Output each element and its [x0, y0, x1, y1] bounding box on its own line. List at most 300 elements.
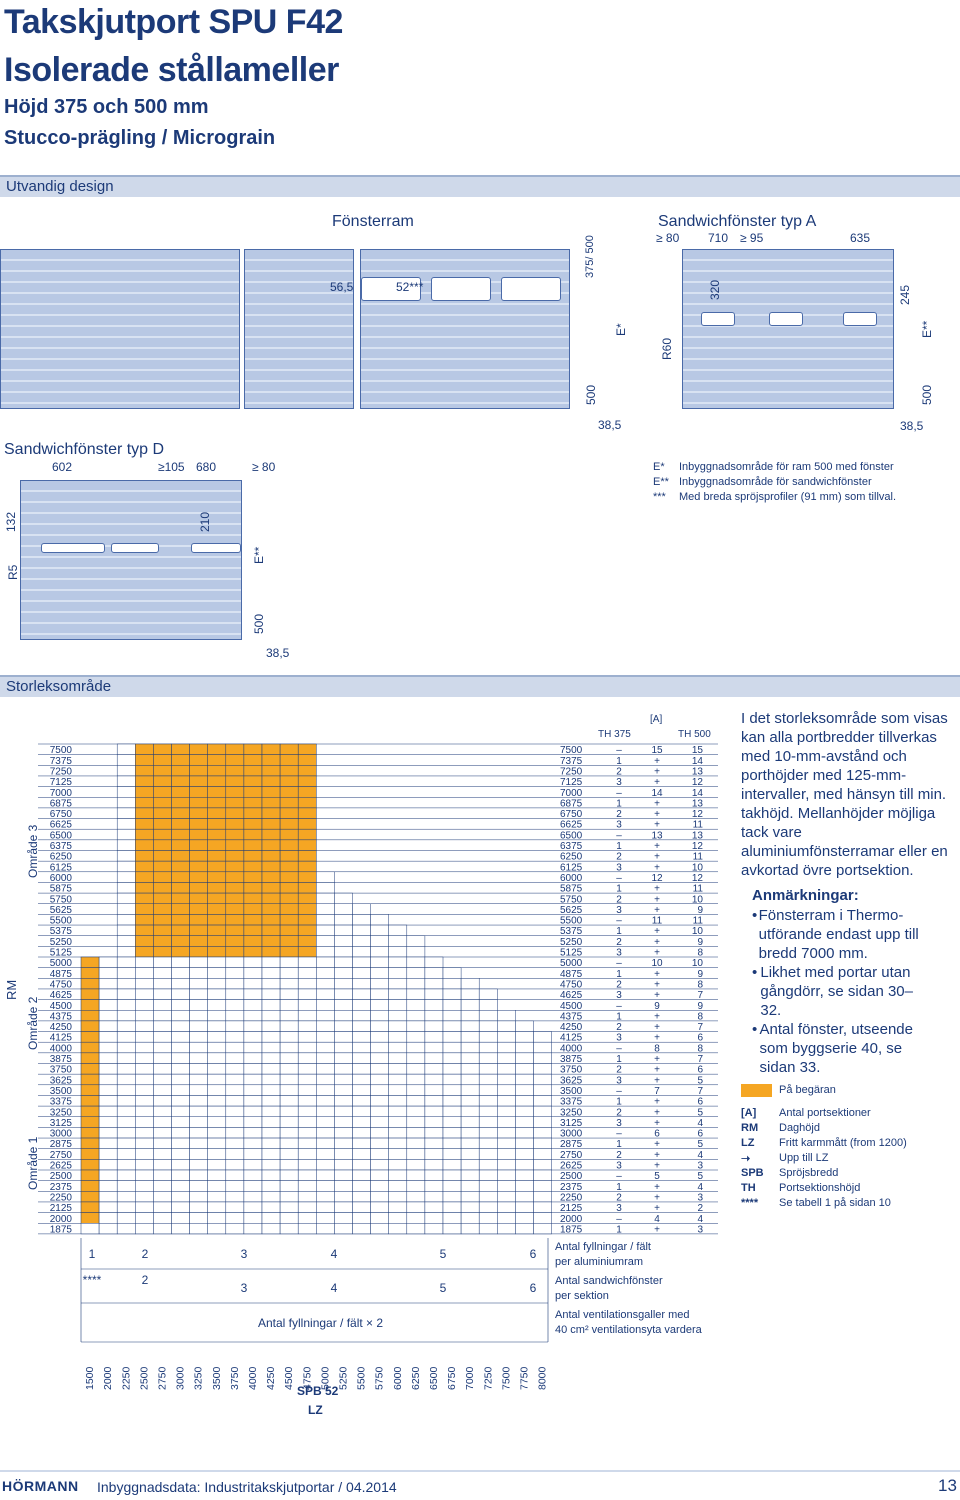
section-count-500: 5 [697, 1171, 703, 1183]
height-label-left: 3875 [49, 1054, 72, 1065]
section-count-375: 1 [616, 883, 622, 895]
cell-available [371, 1213, 389, 1224]
cell-available [479, 1000, 497, 1011]
cell-available [262, 1223, 280, 1234]
cell-available [117, 829, 135, 840]
legend-swatch [741, 1084, 772, 1097]
cell-available [226, 1010, 244, 1021]
cell-available [153, 1053, 171, 1064]
cell-available [353, 1064, 371, 1075]
cell-available [371, 1074, 389, 1085]
section-plus: + [654, 1117, 660, 1129]
cell-available [172, 1042, 190, 1053]
cell-available [407, 1223, 425, 1234]
cell-available [244, 1202, 262, 1213]
cell-available [208, 1106, 226, 1117]
cell-on-request [298, 914, 316, 925]
cell-on-request [153, 744, 171, 755]
cell-available [153, 1085, 171, 1096]
cell-available [298, 1085, 316, 1096]
cell-available [117, 851, 135, 862]
height-label-right: 4250 [560, 1022, 583, 1034]
cell-available [172, 1032, 190, 1043]
height-label-right: 3375 [560, 1096, 583, 1108]
cell-available [443, 1191, 461, 1202]
cell-on-request [190, 851, 208, 862]
cell-available [425, 1085, 443, 1096]
cell-available [515, 1085, 533, 1096]
cell-available [208, 1138, 226, 1149]
cell-on-request [172, 776, 190, 787]
cell-available [117, 968, 135, 979]
cell-available [226, 1064, 244, 1075]
width-label: 4000 [246, 1366, 259, 1390]
cell-available [461, 1053, 479, 1064]
cell-available [389, 1181, 407, 1192]
width-label: 3250 [192, 1366, 205, 1390]
cell-available [190, 1042, 208, 1053]
height-label-right: 4500 [560, 1000, 583, 1012]
cell-available [425, 1053, 443, 1064]
section-count-375: 3 [616, 819, 622, 831]
cell-available [353, 936, 371, 947]
footnotes: E* Inbyggnadsområde för ram 500 med fönster E** Inbyggnadsområde för sandwichfönster *** Med breda spröjsprofiler (91 mm) som tillval. [653, 461, 897, 503]
cell-available [117, 1010, 135, 1021]
cell-available [407, 1138, 425, 1149]
height-label-left: 2625 [49, 1160, 72, 1172]
cell-on-request [280, 787, 298, 798]
height-label-left: 6625 [49, 819, 72, 831]
height-label-right: 4750 [560, 979, 583, 991]
cell-available [280, 1010, 298, 1021]
section-count-375: – [616, 830, 622, 842]
cell-available [298, 978, 316, 989]
cell-available [334, 1181, 352, 1192]
cell-available [353, 989, 371, 1000]
cell-available [99, 1159, 117, 1170]
section-plus: 12 [651, 872, 663, 884]
cell-available [135, 1159, 153, 1170]
section-count-500: 5 [697, 1139, 703, 1151]
cell-available [461, 1170, 479, 1181]
cell-available [208, 1074, 226, 1085]
cell-on-request [226, 904, 244, 915]
cell-available [81, 1223, 99, 1234]
height-label-right: 6250 [560, 851, 583, 863]
cell-available [117, 957, 135, 968]
cell-on-request [172, 914, 190, 925]
cell-available [316, 1064, 334, 1075]
width-label: 3000 [174, 1366, 187, 1390]
cell-on-request [135, 861, 153, 872]
height-label-left: 6000 [49, 872, 72, 884]
cell-available [99, 1202, 117, 1213]
width-label: 2250 [120, 1366, 133, 1390]
cell-available [117, 1000, 135, 1011]
cell-on-request [190, 946, 208, 957]
section-count-500: 12 [691, 841, 703, 852]
cell-available [298, 1021, 316, 1032]
height-label-left: 4500 [49, 1000, 72, 1012]
section-size-header: Storleksområde [0, 675, 960, 697]
cell-available [135, 1074, 153, 1085]
window-frame [431, 277, 491, 301]
section-count-500: 5 [697, 1075, 703, 1087]
cell-available [135, 1021, 153, 1032]
cell-on-request [262, 787, 280, 798]
dim-label: 38,5 [266, 646, 290, 660]
cell-available [425, 1159, 443, 1170]
cell-available [407, 1042, 425, 1053]
cell-available [190, 1149, 208, 1160]
section-count-500: 15 [691, 745, 703, 757]
cell-available [334, 1095, 352, 1106]
height-label-left: 4875 [49, 968, 72, 980]
cell-on-request [244, 787, 262, 798]
cell-available [389, 1021, 407, 1032]
cell-available [334, 1223, 352, 1234]
cell-available [515, 1149, 533, 1160]
cell-on-request [244, 797, 262, 808]
cell-available [298, 1010, 316, 1021]
cell-available [515, 1053, 533, 1064]
width-label: 5750 [373, 1366, 386, 1390]
cell-available [153, 1170, 171, 1181]
cell-on-request [81, 1181, 99, 1192]
cell-on-request [81, 1074, 99, 1085]
cell-available [316, 882, 334, 893]
cell-available [280, 989, 298, 1000]
section-count-375: 2 [616, 851, 622, 863]
cell-on-request [172, 840, 190, 851]
cell-on-request [81, 1053, 99, 1064]
surface-info: Stucco-prägling / Micrograin [4, 127, 276, 149]
cell-on-request [244, 882, 262, 893]
cell-available [497, 1074, 515, 1085]
height-label-left: 3500 [49, 1085, 72, 1097]
cell-available [371, 1085, 389, 1096]
cell-available [479, 1170, 497, 1181]
cell-available [172, 1138, 190, 1149]
cell-available [443, 1138, 461, 1149]
cell-available [371, 1149, 389, 1160]
cell-on-request [208, 776, 226, 787]
cell-available [153, 1064, 171, 1075]
page-title: Takskjutport SPU F42 [4, 3, 343, 41]
cell-on-request [262, 882, 280, 893]
cell-available [479, 1010, 497, 1021]
cell-on-request [298, 861, 316, 872]
section-plus: + [654, 1139, 660, 1151]
height-label-left: 6125 [49, 862, 72, 874]
cell-available [461, 1064, 479, 1075]
cell-on-request [172, 744, 190, 755]
fill-sandwich-count: 6 [529, 1281, 537, 1295]
cell-available [371, 968, 389, 979]
cell-available [117, 904, 135, 915]
cell-available [353, 1021, 371, 1032]
cell-on-request [190, 936, 208, 947]
remarks-list: • Fönsterram i Thermo-utförande endast upp till bredd 7000 mm. • Likhet med portar utan gångdörr, se sidan 30–32. • Antal fönster, utseende som byggserie 40, se sidan 33. [752, 907, 919, 1076]
width-label: 5000 [319, 1366, 332, 1390]
cell-available [407, 946, 425, 957]
cell-available [371, 1202, 389, 1213]
cell-available [425, 1149, 443, 1160]
cell-available [353, 1010, 371, 1021]
cell-available [534, 1213, 552, 1224]
cell-available [135, 1095, 153, 1106]
cell-on-request [172, 808, 190, 819]
cell-available [497, 1042, 515, 1053]
section-plus: + [654, 1032, 660, 1044]
cell-available [461, 1032, 479, 1043]
cell-on-request [262, 765, 280, 776]
section-count-375: 1 [616, 968, 622, 980]
cell-on-request [153, 840, 171, 851]
width-label: 3500 [210, 1366, 223, 1390]
cell-available [244, 1085, 262, 1096]
cell-available [479, 1042, 497, 1053]
cell-available [316, 1181, 334, 1192]
height-label-right: 2750 [560, 1149, 583, 1161]
cell-available [425, 1223, 443, 1234]
cell-on-request [135, 755, 153, 766]
fill-alu-count: 3 [240, 1247, 248, 1261]
height-label-right: 5375 [560, 926, 583, 938]
height-label-right: 4625 [560, 990, 583, 1002]
cell-available [226, 1032, 244, 1043]
cell-on-request [226, 861, 244, 872]
cell-available [226, 1085, 244, 1096]
cell-available [298, 1159, 316, 1170]
cell-on-request [135, 872, 153, 883]
fields-label: Antal fyllningar / fält × 2 [258, 1316, 384, 1330]
cell-available [244, 1010, 262, 1021]
section-plus: + [654, 766, 660, 778]
cell-on-request [190, 872, 208, 883]
section-count-500: 6 [697, 1064, 703, 1076]
cell-available [280, 1021, 298, 1032]
door-sandwich-a [682, 249, 894, 409]
width-label: 2000 [102, 1366, 115, 1390]
fill-alu-count: 1 [88, 1247, 96, 1261]
cell-available [425, 1191, 443, 1202]
cell-available [226, 1159, 244, 1170]
cell-available [316, 914, 334, 925]
cell-available [425, 968, 443, 979]
cell-available [262, 957, 280, 968]
cell-available [443, 1010, 461, 1021]
cell-available [515, 1064, 533, 1075]
cell-available [244, 1170, 262, 1181]
cell-on-request [172, 904, 190, 915]
cell-available [334, 1149, 352, 1160]
height-label-right: 7500 [560, 745, 583, 757]
cell-available [389, 1138, 407, 1149]
cell-available [334, 1213, 352, 1224]
cell-available [497, 1085, 515, 1096]
cell-available [353, 968, 371, 979]
height-label-left: 6750 [49, 809, 72, 821]
cell-on-request [208, 755, 226, 766]
cell-available [117, 787, 135, 798]
cell-available [353, 1191, 371, 1202]
cell-available [244, 1095, 262, 1106]
cell-available [99, 1106, 117, 1117]
cell-on-request [81, 1127, 99, 1138]
width-label: 6250 [409, 1366, 422, 1390]
cell-available [316, 1095, 334, 1106]
dim-label: 38,5 [900, 419, 924, 433]
cell-on-request [298, 765, 316, 776]
cell-on-request [81, 1010, 99, 1021]
cell-available [316, 946, 334, 957]
cell-available [244, 1053, 262, 1064]
cell-available [190, 1106, 208, 1117]
cell-available [99, 1138, 117, 1149]
cell-available [534, 1202, 552, 1213]
cell-available [262, 1000, 280, 1011]
cell-available [190, 1117, 208, 1128]
cell-available [316, 1159, 334, 1170]
cell-available [425, 1127, 443, 1138]
section-count-500: 13 [691, 766, 703, 778]
cell-on-request [226, 851, 244, 862]
height-label-right: 2875 [560, 1139, 583, 1151]
cell-available [497, 1117, 515, 1128]
section-plus: 6 [654, 1128, 660, 1140]
section-count-500: 14 [691, 755, 703, 767]
cell-available [190, 1064, 208, 1075]
cell-available [461, 1202, 479, 1213]
cell-available [135, 1117, 153, 1128]
cell-on-request [208, 861, 226, 872]
cell-available [389, 1095, 407, 1106]
height-label-left: 5125 [49, 947, 72, 959]
section-plus: + [654, 990, 660, 1002]
cell-available [334, 1053, 352, 1064]
cell-on-request [153, 914, 171, 925]
cell-available [262, 1138, 280, 1149]
section-plus: + [654, 798, 660, 810]
cell-available [334, 1000, 352, 1011]
cell-on-request [244, 765, 262, 776]
cell-available [461, 1021, 479, 1032]
cell-available [153, 1000, 171, 1011]
cell-on-request [208, 882, 226, 893]
cell-on-request [280, 904, 298, 915]
cell-on-request [153, 829, 171, 840]
cell-on-request [81, 989, 99, 1000]
width-label: 4250 [265, 1366, 278, 1390]
cell-available [407, 1032, 425, 1043]
cell-available [334, 893, 352, 904]
section-plus: + [654, 1064, 660, 1076]
width-label: 5250 [337, 1366, 350, 1390]
cell-available [425, 1213, 443, 1224]
cell-available [298, 989, 316, 1000]
cell-available [99, 989, 117, 1000]
cell-on-request [81, 1085, 99, 1096]
cell-available [298, 1064, 316, 1075]
cell-on-request [81, 1095, 99, 1106]
cell-available [208, 1213, 226, 1224]
height-label-right: 3875 [560, 1054, 583, 1065]
cell-on-request [280, 872, 298, 883]
cell-available [153, 1106, 171, 1117]
cell-available [99, 1117, 117, 1128]
cell-available [425, 1138, 443, 1149]
cell-on-request [153, 936, 171, 947]
cell-available [353, 1127, 371, 1138]
cell-available [316, 1053, 334, 1064]
dim-label: ≥ 80 [656, 231, 680, 245]
cell-available [117, 1117, 135, 1128]
section-plus: + [654, 809, 660, 821]
cell-available [172, 1213, 190, 1224]
cell-available [99, 1032, 117, 1043]
cell-available [226, 1095, 244, 1106]
height-label-left: 6500 [49, 830, 72, 842]
cell-available [262, 1213, 280, 1224]
sandwich-d-title: Sandwichfönster typ D [4, 441, 165, 458]
cell-available [371, 1159, 389, 1170]
cell-available [371, 1170, 389, 1181]
cell-on-request [226, 882, 244, 893]
cell-available [425, 1181, 443, 1192]
cell-on-request [81, 1202, 99, 1213]
cell-available [190, 1000, 208, 1011]
cell-available [425, 1074, 443, 1085]
cell-on-request [153, 755, 171, 766]
cell-on-request [172, 872, 190, 883]
cell-on-request [153, 861, 171, 872]
cell-available [334, 968, 352, 979]
cell-on-request [153, 765, 171, 776]
cell-available [190, 1085, 208, 1096]
cell-on-request [135, 744, 153, 755]
section-plus: + [654, 1011, 660, 1023]
cell-available [99, 1042, 117, 1053]
cell-available [262, 1181, 280, 1192]
cell-available [334, 925, 352, 936]
cell-available [353, 1074, 371, 1085]
cell-available [172, 1159, 190, 1170]
cell-on-request [262, 904, 280, 915]
cell-available [262, 1032, 280, 1043]
cell-on-request [226, 808, 244, 819]
cell-available [208, 1181, 226, 1192]
cell-available [280, 957, 298, 968]
height-label-left: 5250 [49, 936, 72, 948]
cell-available [298, 968, 316, 979]
section-count-500: 2 [697, 1203, 703, 1215]
cell-on-request [135, 829, 153, 840]
cell-on-request [280, 819, 298, 830]
section-plus: + [654, 936, 660, 948]
cell-available [262, 1117, 280, 1128]
height-label-left: 7375 [49, 755, 72, 767]
cell-available [497, 1170, 515, 1181]
cell-available [353, 925, 371, 936]
cell-available [298, 1117, 316, 1128]
cell-on-request [226, 829, 244, 840]
height-label-left: 4750 [49, 979, 72, 991]
sandwich-window [111, 543, 159, 553]
section-count-375: 2 [616, 936, 622, 948]
cell-available [99, 978, 117, 989]
cell-available [407, 1159, 425, 1170]
